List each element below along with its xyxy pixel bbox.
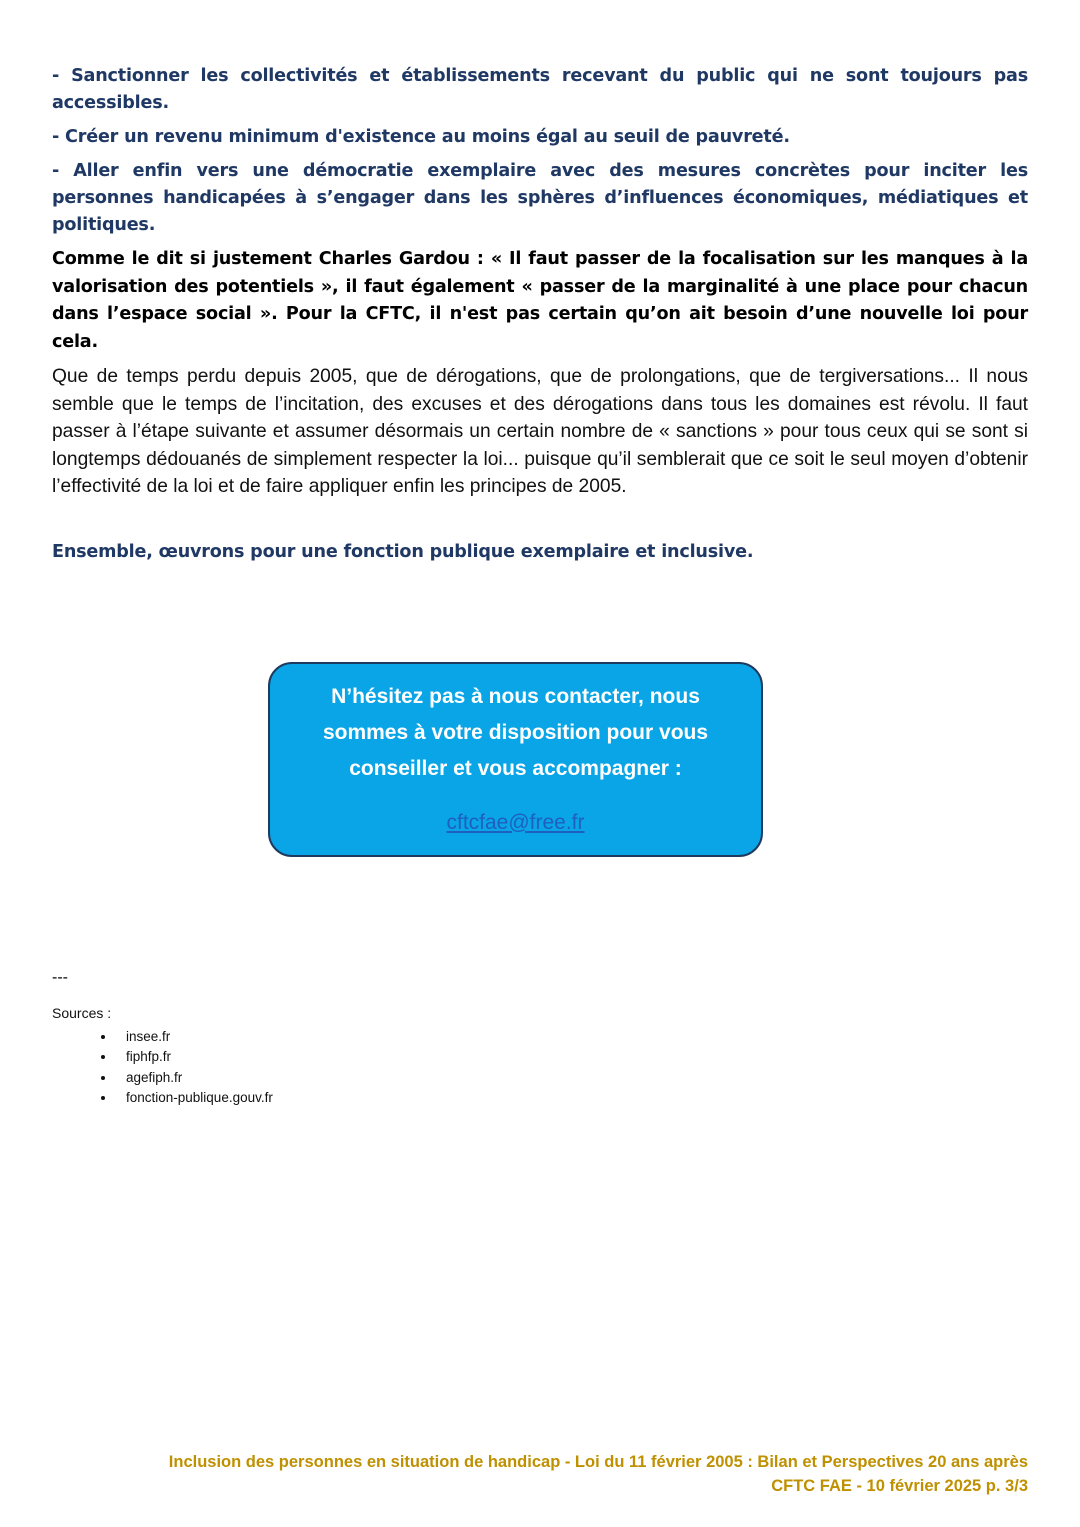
closing-statement: Ensemble, œuvrons pour une fonction publique exemplaire et inclusive. <box>52 541 754 562</box>
quote-paragraph: Comme le dit si justement Charles Gardou : « Il faut passer de la focalisation sur les manques à la valorisation des potentiels », il faut également « passer de la marginalité à une place pour chacun dans l’espace social ». Pour la CFTC, il n'est pas certain qu’on ait besoin d’une nouvelle loi pour cela. <box>52 249 1028 352</box>
demand-sanction: - Sanctionner les collectivités et établissements recevant du public qui ne sont toujours pas accessibles. <box>52 66 1028 113</box>
contact-box <box>268 662 763 857</box>
contact-email-link[interactable]: cftcfae@free.fr <box>446 810 585 834</box>
source-item: • fonction-publique.gouv.fr <box>116 1088 1028 1109</box>
footer-title: Inclusion des personnes en situation de handicap - Loi du 11 février 2005 : Bilan et Perspectives 20 ans après <box>168 1453 1028 1471</box>
page-footer <box>169 1450 1028 1498</box>
sources-list <box>52 1027 1028 1109</box>
source-item: • agefiph.fr <box>116 1068 1028 1089</box>
source-item: • insee.fr <box>116 1027 1028 1048</box>
source-item: • fiphfp.fr <box>116 1047 1028 1068</box>
page-body <box>52 63 1028 1109</box>
demand-democratie: - Aller enfin vers une démocratie exemplaire avec des mesures concrètes pour inciter les personnes handicapées à s’engager dans les sphères d’influences économiques, médiatiques et politiques. <box>52 161 1028 235</box>
contact-message: N’hésitez pas à nous contacter, nous sommes à votre disposition pour vous conseiller et vous accompagner : <box>322 684 709 780</box>
separator: --- <box>52 968 68 986</box>
sources-label: Sources : <box>52 1004 112 1021</box>
body-paragraph: Que de temps perdu depuis 2005, que de dérogations, que de prolongations, que de tergiversations... Il nous semble que le temps de l’incitation, des excuses et des dérogations dans tous les domaines est révolu. Il faut passer à l’étape suivante et assumer désormais un certain nombre de « sanctions » pour tous ceux qui se sont si longtemps dédouanés de simplement respecter la loi... puisque qu’il semblerait que ce soit le seul moyen d’obtenir l’effectivité de la loi et de faire appliquer enfin les principes de 2005. <box>52 366 1028 497</box>
demand-revenu: - Créer un revenu minimum d'existence au moins égal au seuil de pauvreté. <box>52 127 790 147</box>
footer-page-info: CFTC FAE - 10 février 2025 p. 3/3 <box>771 1477 1028 1495</box>
